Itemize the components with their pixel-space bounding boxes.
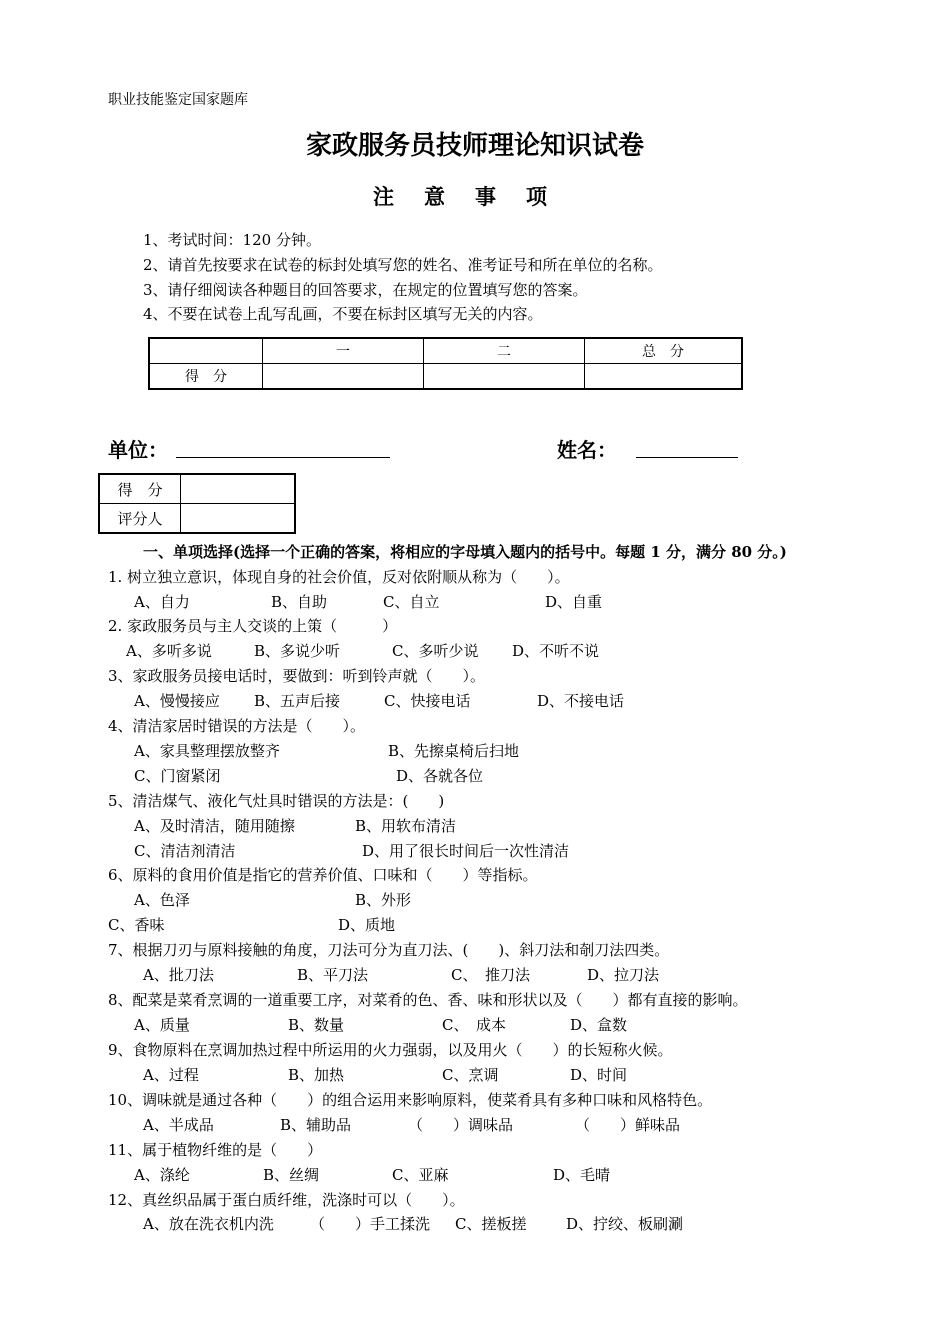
option: D、不接电话 (537, 692, 625, 710)
option: B、用软布清洁 (355, 817, 457, 835)
option: A、批刀法 (143, 966, 214, 984)
question-9: 9、食物原料在烹调加热过程中所运用的火力强弱，以及用火（ ）的长短称火候。 (108, 1041, 673, 1059)
question-1: 1. 树立独立意识，体现自身的社会价值，反对依附顺从称为（ ）。 (108, 568, 570, 586)
option: D、自重 (545, 593, 603, 611)
option: （ ）调味品 (408, 1116, 514, 1134)
question-7: 7、根据刀刃与原料接触的角度，刀法可分为直刀法、( )、斜刀法和剞刀法四类。 (108, 941, 670, 959)
option: D、拧绞、板刷涮 (566, 1215, 684, 1233)
option: D、不听不说 (512, 642, 600, 660)
option: B、加热 (288, 1066, 345, 1084)
score-cell-total[interactable] (585, 364, 743, 390)
question-3: 3、家政服务员接电话时，要做到：听到铃声就（ ）。 (108, 667, 486, 685)
source-header: 职业技能鉴定国家题库 (108, 92, 248, 108)
exam-title: 家政服务员技师理论知识试卷 (305, 131, 644, 161)
option: B、外形 (355, 891, 412, 909)
option: C、门窗紧闭 (134, 767, 221, 785)
option: A、及时清洁，随用随擦 (134, 817, 295, 835)
unit-input-line[interactable] (176, 457, 390, 458)
option: A、质量 (134, 1016, 190, 1034)
notice-item: 4、不要在试卷上乱写乱画，不要在标封区填写无关的内容。 (143, 305, 543, 323)
question-8: 8、配菜是菜肴烹调的一道重要工序，对菜肴的色、香、味和形状以及（ ）都有直接的影响。 (108, 991, 748, 1009)
score-header-blank (149, 338, 263, 364)
name-label: 姓名： (557, 438, 617, 462)
option: D、用了很长时间后一次性清洁 (362, 842, 570, 860)
option: B、辅助品 (280, 1116, 352, 1134)
option: D、时间 (570, 1066, 628, 1084)
option: A、家具整理摆放整齐 (134, 742, 280, 760)
score-header-part2: 二 (424, 338, 585, 364)
option: B、平刀法 (297, 966, 369, 984)
score-row-label: 得 分 (149, 364, 263, 390)
option: D、拉刀法 (587, 966, 660, 984)
option: D、质地 (338, 916, 396, 934)
question-10: 10、调味就是通过各种（ ）的组合运用来影响原料，使菜肴具有多种口味和风格特色。 (108, 1091, 713, 1109)
option: D、盒数 (570, 1016, 628, 1034)
option: C、搓板搓 (455, 1215, 527, 1233)
score-header-part1: 一 (263, 338, 424, 364)
unit-label: 单位： (108, 438, 168, 462)
option: B、丝绸 (263, 1166, 320, 1184)
option: （ ）手工揉洗 (310, 1215, 431, 1233)
question-4: 4、清洁家居时错误的方法是（ ）。 (108, 717, 366, 735)
notice-item: 1、考试时间：120 分钟。 (143, 231, 321, 249)
option: C、清洁剂清洁 (134, 842, 236, 860)
option: D、各就各位 (396, 767, 484, 785)
option: C、多听少说 (392, 642, 479, 660)
option: D、毛晴 (553, 1166, 611, 1184)
option: A、多听多说 (126, 642, 212, 660)
question-5: 5、清洁煤气、液化气灶具时错误的方法是：( ) (108, 792, 445, 810)
question-12: 12、真丝织品属于蛋白质纤维，洗涤时可以（ ）。 (108, 1191, 465, 1209)
grader-name-label: 评分人 (99, 504, 181, 534)
option: A、半成品 (143, 1116, 214, 1134)
option: B、先擦桌椅后扫地 (388, 742, 520, 760)
notice-item: 2、请首先按要求在试卷的标封处填写您的姓名、准考证号和所在单位的名称。 (143, 256, 663, 274)
question-6: 6、原料的食用价值是指它的营养价值、口味和（ ）等指标。 (108, 866, 538, 884)
score-table (148, 337, 743, 390)
option: A、涤纶 (134, 1166, 190, 1184)
question-11: 11、属于植物纤维的是（ ） (108, 1141, 323, 1159)
score-header-total: 总 分 (585, 338, 743, 364)
grader-name-cell[interactable] (181, 504, 296, 534)
option: C、亚麻 (392, 1166, 449, 1184)
option: B、自助 (271, 593, 328, 611)
option: C、自立 (383, 593, 440, 611)
option: A、慢慢接应 (134, 692, 220, 710)
grader-score-cell[interactable] (181, 474, 296, 504)
option: B、数量 (288, 1016, 345, 1034)
option: C、香味 (108, 916, 165, 934)
grader-score-label: 得 分 (99, 474, 181, 504)
option: A、过程 (143, 1066, 199, 1084)
option: （ ）鲜味品 (575, 1116, 681, 1134)
option: B、五声后接 (254, 692, 341, 710)
question-2: 2. 家政服务员与主人交谈的上策（ ） (108, 617, 398, 635)
option: C、 成本 (442, 1016, 506, 1034)
option: C、 推刀法 (451, 966, 530, 984)
section-title: 一、单项选择(选择一个正确的答案，将相应的字母填入题内的括号中。每题 1 分，满分 80 分。) (143, 543, 787, 561)
notice-title: 注意事项 (373, 184, 577, 209)
option: A、色泽 (134, 891, 190, 909)
name-input-line[interactable] (636, 457, 738, 458)
grader-table (98, 473, 296, 534)
notice-item: 3、请仔细阅读各种题目的回答要求，在规定的位置填写您的答案。 (143, 281, 588, 299)
option: B、多说少听 (254, 642, 341, 660)
option: C、快接电话 (384, 692, 471, 710)
option: C、烹调 (442, 1066, 499, 1084)
option: A、放在洗衣机内洗 (143, 1215, 274, 1233)
option: A、自力 (134, 593, 190, 611)
score-cell-part1[interactable] (263, 364, 424, 390)
score-cell-part2[interactable] (424, 364, 585, 390)
